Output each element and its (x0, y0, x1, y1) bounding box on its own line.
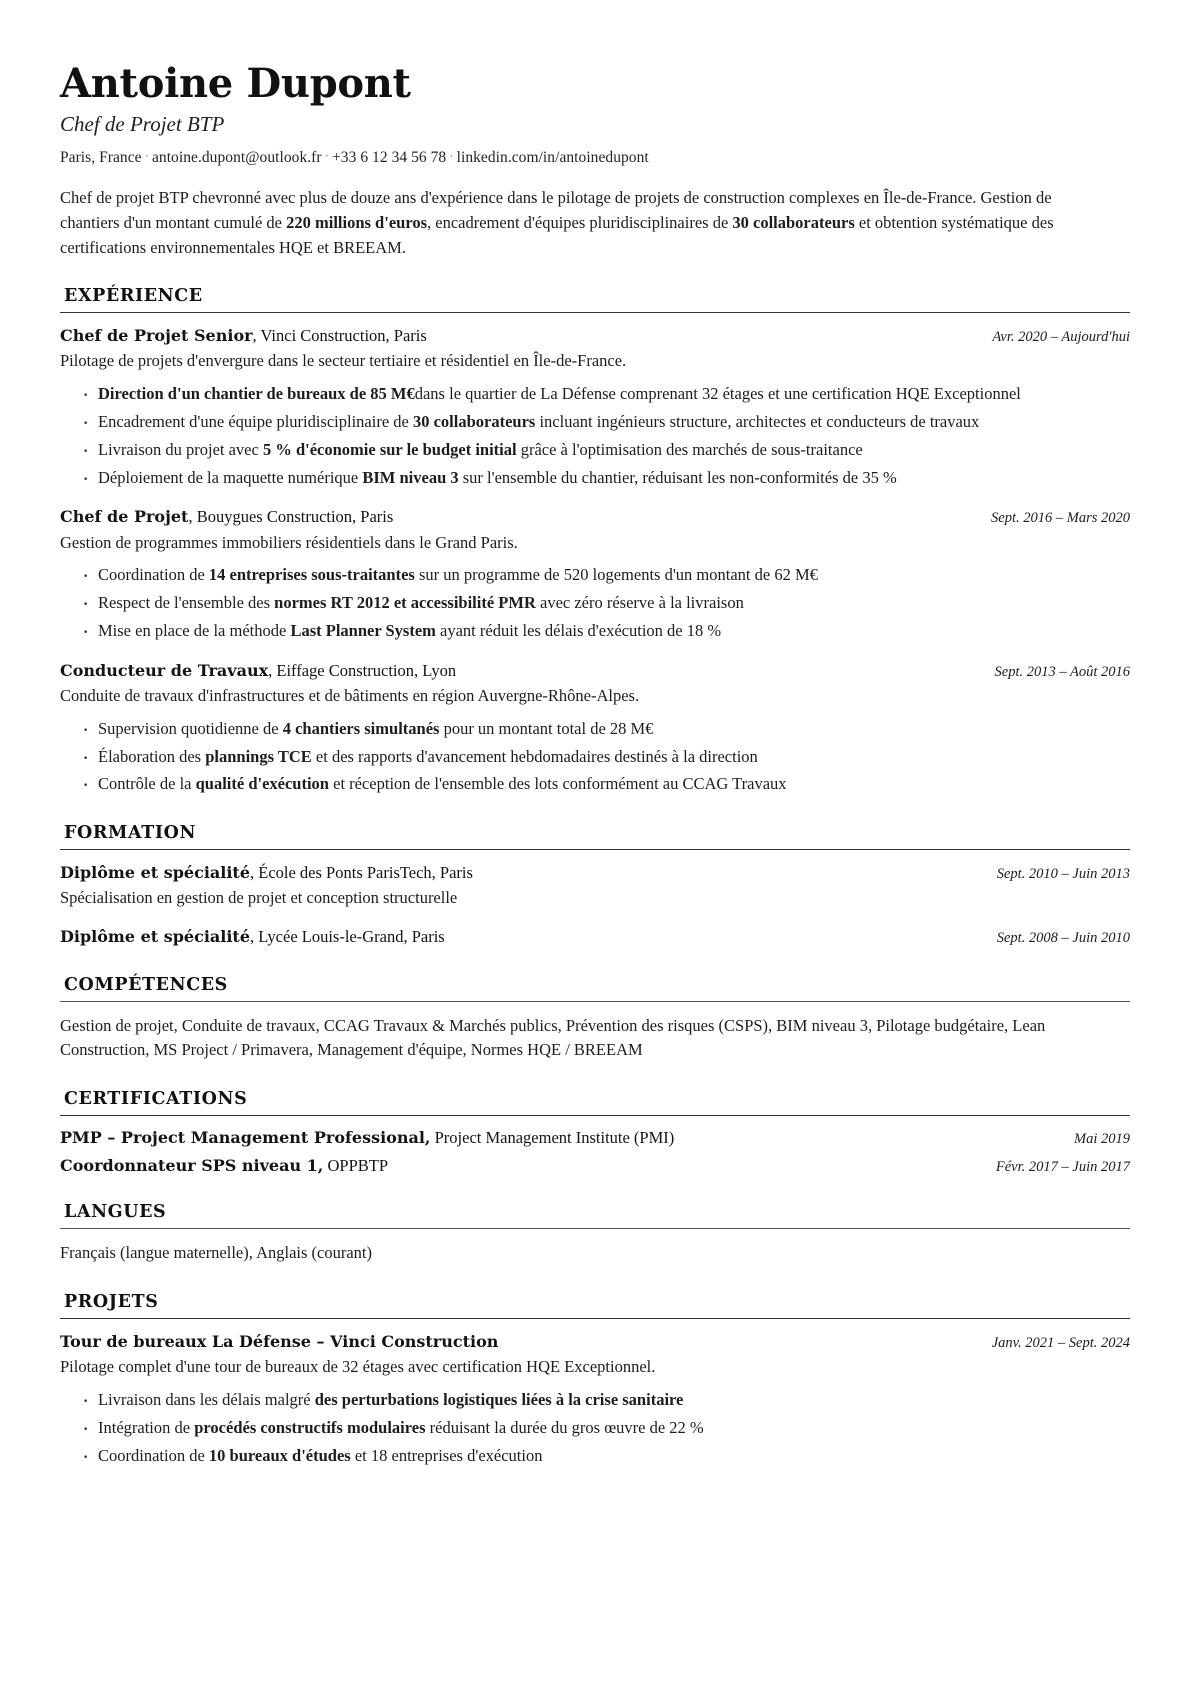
list-item (82, 466, 1130, 491)
experience-org: , Vinci Construction, Paris (252, 326, 427, 346)
bullet-text: et des rapports d'avancement hebdomadaires destinés à la direction (311, 746, 758, 766)
bullet-text-pre: Respect de l'ensemble des (98, 593, 275, 613)
bullet-highlight: des perturbations logistiques liées à la crise sanitaire (314, 1390, 684, 1410)
certification-name (60, 1156, 388, 1176)
summary-text-1: Chef de projet BTP chevronné avec plus de douze ans d'expérience dans le pilotage de projets de construction complexes en Île-de-France. Gestion de chantiers d'un montant cumulé de (60, 187, 1052, 232)
projet-entry (60, 1331, 1130, 1468)
summary-highlight-amount: 220 millions d'euros (286, 212, 428, 232)
experience-date: Avr. 2020 – Aujourd'hui (992, 329, 1130, 346)
bullet-text: et 18 entreprises d'exécution (350, 1445, 543, 1465)
experience-entry (60, 325, 1130, 490)
experience-entry-header (60, 506, 1130, 528)
experience-entry (60, 506, 1130, 643)
list-item (82, 1444, 1130, 1469)
bullet-highlight: normes RT 2012 et accessibilité PMR (274, 593, 536, 613)
bullet-text: réduisant la durée du gros œuvre de 22 % (425, 1417, 704, 1437)
bullet-highlight: procédés constructifs modulaires (194, 1417, 426, 1437)
bullet-highlight: plannings TCE (205, 746, 312, 766)
projet-title (60, 1331, 974, 1353)
section-divider (60, 1001, 1130, 1002)
list-item (82, 717, 1130, 742)
formation-entry (60, 862, 1130, 910)
formation-entry-header (60, 862, 1130, 884)
bullet-text-pre: Intégration de (98, 1417, 195, 1437)
bullet-text: incluant ingénieurs structure, architectes et conducteurs de travaux (535, 412, 980, 432)
experience-date: Sept. 2013 – Août 2016 (994, 663, 1130, 680)
competences-list: Gestion de projet, Conduite de travaux, CCAG Travaux & Marchés publics, Prévention des risques (CSPS), BIM niveau 3, Pilotage budgétaire, Lean Construction, MS Project / Primavera, Management d'équipe, Normes HQE / BREEAM (60, 1015, 1046, 1060)
formation-entry-header (60, 926, 1130, 948)
list-item (82, 591, 1130, 616)
section-divider (60, 1115, 1130, 1116)
experience-summary: Pilotage de projets d'envergure dans le secteur tertiaire et résidentiel en Île-de-France. (60, 351, 627, 371)
list-item (82, 438, 1130, 463)
bullet-text: et réception de l'ensemble des lots conformément au CCAG Travaux (329, 774, 787, 794)
experience-bullet-list (60, 563, 1130, 643)
section-title-formation: FORMATION (64, 823, 197, 844)
section-title-experience: EXPÉRIENCE (64, 286, 203, 307)
contact-line (60, 147, 1130, 169)
formation-title (60, 862, 979, 884)
bullet-text-pre: Livraison du projet avec (98, 439, 263, 459)
list-item (82, 619, 1130, 644)
bullet-highlight: BIM niveau 3 (362, 467, 459, 487)
bullet-text-pre: Encadrement d'une équipe pluridisciplinaire de (98, 412, 413, 432)
certification-org: Project Management Institute (PMI) (430, 1128, 675, 1148)
section-title-langues: LANGUES (64, 1202, 167, 1223)
bullet-text-pre: Élaboration des (98, 746, 206, 766)
bullet-highlight: 14 entreprises sous-traitantes (208, 565, 415, 585)
resume-header (60, 62, 1130, 260)
projet-bullet-list (60, 1388, 1130, 1468)
section-title-competences: COMPÉTENCES (64, 974, 228, 995)
contact-separator-icon: · (449, 148, 454, 164)
section-divider (60, 1318, 1130, 1319)
list-item (82, 1388, 1130, 1413)
certification-row (60, 1128, 1130, 1148)
projet-date: Janv. 2021 – Sept. 2024 (991, 1334, 1130, 1351)
bullet-highlight: Last Planner System (290, 620, 436, 640)
bullet-highlight: qualité d'exécution (195, 774, 329, 794)
experience-bullet-list (60, 382, 1130, 490)
bullet-text: ayant réduit les délais d'exécution de 18 % (435, 620, 722, 640)
bullet-text-pre: Déploiement de la maquette numérique (98, 467, 363, 487)
formation-date: Sept. 2008 – Juin 2010 (996, 930, 1130, 947)
bullet-text: avec zéro réserve à la livraison (535, 593, 744, 613)
bullet-text-pre: Contrôle de la (98, 774, 196, 794)
section-langues (60, 1202, 1130, 1266)
list-item (82, 410, 1130, 435)
bullet-text: sur un programme de 520 logements d'un montant de 62 M€ (414, 565, 818, 585)
section-divider (60, 849, 1130, 850)
bullet-text: grâce à l'optimisation des marchés de sous-traitance (516, 439, 863, 459)
section-divider (60, 312, 1130, 313)
experience-role: Chef de Projet (60, 507, 189, 527)
langues-list: Français (langue maternelle), Anglais (courant) (60, 1243, 373, 1263)
contact-email[interactable]: antoine.dupont@outlook.fr (151, 149, 322, 167)
certification-date: Mai 2019 (1074, 1131, 1130, 1148)
formation-org: , Lycée Louis-le-Grand, Paris (250, 927, 445, 947)
section-formation (60, 823, 1130, 948)
experience-org: , Bouygues Construction, Paris (188, 507, 394, 527)
section-divider (60, 1228, 1130, 1229)
summary-text-2: , encadrement d'équipes pluridisciplinaires de (427, 212, 733, 232)
list-item (82, 745, 1130, 770)
bullet-highlight: 4 chantiers simultanés (282, 718, 440, 738)
certification-name (60, 1128, 674, 1148)
list-item (82, 1416, 1130, 1441)
certification-row (60, 1156, 1130, 1176)
experience-title (60, 325, 974, 347)
certification-title: Coordonnateur SPS niveau 1, (60, 1156, 324, 1176)
formation-date: Sept. 2010 – Juin 2013 (996, 866, 1130, 883)
contact-linkedin[interactable]: linkedin.com/in/antoinedupont (456, 149, 649, 167)
section-certifications (60, 1089, 1130, 1176)
list-item (82, 382, 1130, 407)
formation-title (60, 926, 979, 948)
section-title-projets: PROJETS (64, 1291, 159, 1312)
list-item (82, 772, 1130, 797)
formation-entry (60, 926, 1130, 948)
bullet-highlight: 10 bureaux d'études (208, 1445, 351, 1465)
formation-degree: Diplôme et spécialité (60, 927, 250, 947)
experience-date: Sept. 2016 – Mars 2020 (991, 510, 1130, 527)
experience-bullet-list (60, 717, 1130, 797)
certification-date: Févr. 2017 – Juin 2017 (995, 1159, 1130, 1176)
certification-title: PMP – Project Management Professional, (60, 1128, 431, 1148)
contact-phone[interactable]: +33 6 12 34 56 78 (332, 149, 447, 167)
experience-org: , Eiffage Construction, Lyon (268, 660, 457, 680)
section-projets (60, 1292, 1130, 1468)
experience-title (60, 660, 977, 682)
contact-separator-icon: · (324, 148, 329, 164)
candidate-name: Antoine Dupont (60, 60, 411, 107)
formation-degree: Diplôme et spécialité (60, 863, 250, 883)
contact-separator-icon: · (144, 148, 149, 164)
experience-role: Chef de Projet Senior (60, 326, 253, 346)
bullet-text: sur l'ensemble du chantier, réduisant les non-conformités de 35 % (458, 467, 897, 487)
bullet-highlight: 5 % d'économie sur le budget initial (262, 439, 517, 459)
section-title-certifications: CERTIFICATIONS (64, 1089, 248, 1110)
summary-highlight-team: 30 collaborateurs (732, 212, 855, 232)
summary-text-3: et obtention systématique des certifications environnementales HQE et BREEAM. (60, 212, 1054, 258)
contact-location: Paris, France (60, 149, 142, 167)
bullet-highlight: 30 collaborateurs (412, 412, 536, 432)
experience-entry-header (60, 660, 1130, 682)
bullet-text-pre: Mise en place de la méthode (98, 620, 291, 640)
list-item (82, 563, 1130, 588)
experience-summary: Gestion de programmes immobiliers résidentiels dans le Grand Paris. (60, 532, 518, 552)
experience-entry-header (60, 325, 1130, 347)
certification-org: OPPBTP (323, 1156, 389, 1176)
experience-entry (60, 660, 1130, 797)
bullet-text-pre: Supervision quotidienne de (98, 718, 283, 738)
bullet-highlight: Direction d'un chantier de bureaux de 85 M€ (98, 384, 415, 404)
bullet-text-pre: Coordination de (98, 1445, 209, 1465)
section-experience (60, 286, 1130, 797)
experience-role: Conducteur de Travaux (60, 660, 269, 680)
formation-org: , École des Ponts ParisTech, Paris (250, 863, 473, 883)
section-competences (60, 975, 1130, 1064)
professional-summary (60, 185, 1060, 260)
formation-summary: Spécialisation en gestion de projet et conception structurelle (60, 888, 458, 908)
experience-title (60, 506, 973, 528)
candidate-headline: Chef de Projet BTP (60, 112, 225, 136)
experience-summary: Conduite de travaux d'infrastructures et de bâtiments en région Auvergne-Rhône-Alpes. (60, 686, 640, 705)
projet-entry-header (60, 1331, 1130, 1353)
bullet-text-pre: Livraison dans les délais malgré (98, 1390, 315, 1410)
bullet-text: dans le quartier de La Défense comprenant 32 étages et une certification HQE Exceptionnel (414, 384, 1021, 404)
bullet-text: pour un montant total de 28 M€ (439, 718, 654, 738)
projet-summary: Pilotage complet d'une tour de bureaux de 32 étages avec certification HQE Exceptionnel. (60, 1357, 656, 1377)
projet-name: Tour de bureaux La Défense – Vinci Construction (60, 1331, 499, 1351)
bullet-text-pre: Coordination de (98, 565, 209, 585)
